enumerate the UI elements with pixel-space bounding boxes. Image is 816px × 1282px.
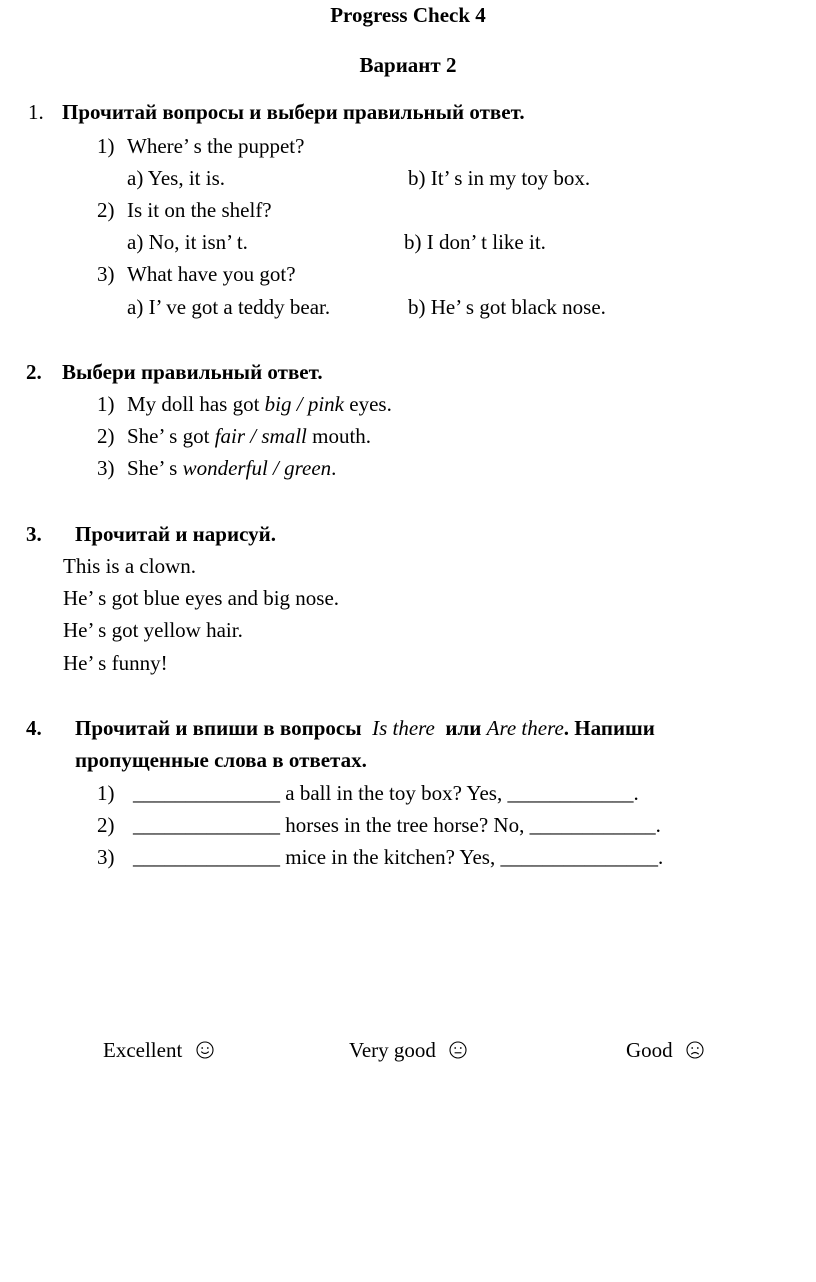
task4-item1-sentence: ______________ a ball in the toy box? Yes, ____________. [133, 781, 639, 805]
task2-item1-options: big / pink [264, 392, 344, 416]
task2-item1-number: 1) [97, 392, 115, 416]
task1-item2-number: 2) [97, 198, 115, 222]
task3-line2: He’ s got blue eyes and big nose. [63, 586, 340, 610]
page-title: Progress Check 4 [330, 3, 486, 27]
frowning-face-icon [686, 1041, 704, 1059]
task1-item1-question: Where’ s the puppet? [127, 134, 305, 158]
rating-very-good [349, 1040, 467, 1061]
task1-item1-number: 1) [97, 134, 115, 158]
task1-item1-answer-a: a) Yes, it is. [127, 166, 226, 190]
task4-item2-sentence: ______________ horses in the tree horse? No, ____________. [133, 813, 661, 837]
task4-number: 4. [26, 716, 42, 740]
task4-heading-line1: Прочитай и впиши в вопросы Is there или Are there. Напиши [75, 716, 655, 740]
task1-item3-answer-a: a) I’ ve got a teddy bear. [127, 295, 331, 319]
answer-blank: ______________ [133, 845, 280, 869]
answer-blank: _______________ [500, 845, 658, 869]
task2-item1-sentence: My doll has got big / pink eyes. [127, 392, 392, 416]
answer-blank: ____________ [529, 813, 656, 837]
task1-item3-number: 3) [97, 262, 115, 286]
rating-good-label: Good [626, 1038, 673, 1062]
task2-number: 2. [26, 360, 42, 384]
task1-number: 1. [28, 100, 44, 124]
task2-item3-options: wonderful / green [182, 456, 332, 480]
task3-line1: This is a clown. [63, 554, 196, 578]
task3-line4: He’ s funny! [63, 651, 168, 675]
task2-item3-sentence: She’ s wonderful / green. [127, 456, 337, 480]
answer-blank: ______________ [133, 781, 280, 805]
task4-item2-number: 2) [97, 813, 115, 837]
rating-very-good-label: Very good [349, 1038, 436, 1062]
task2-item3-number: 3) [97, 456, 115, 480]
task4-item1-number: 1) [97, 781, 115, 805]
task3-number: 3. [26, 522, 42, 546]
task4-item3-number: 3) [97, 845, 115, 869]
task1-heading: Прочитай вопросы и выбери правильный ответ. [62, 100, 525, 124]
task1-item3-question: What have you got? [127, 262, 296, 286]
task1-item3-answer-b: b) He’ s got black nose. [408, 295, 606, 319]
task3-line3: He’ s got yellow hair. [63, 618, 243, 642]
task4-item3-sentence: ______________ mice in the kitchen? Yes, _______________. [133, 845, 664, 869]
neutral-face-icon [449, 1041, 467, 1059]
task1-item2-answer-b: b) I don’ t like it. [404, 230, 546, 254]
task4-phrase-are-there: Are there [486, 716, 564, 740]
task1-item2-question: Is it on the shelf? [127, 198, 272, 222]
answer-blank: ____________ [507, 781, 634, 805]
rating-excellent [103, 1040, 214, 1061]
rating-excellent-label: Excellent [103, 1038, 183, 1062]
task4-phrase-is-there: Is there [372, 716, 435, 740]
task2-heading: Выбери правильный ответ. [62, 360, 323, 384]
smiling-face-icon [196, 1041, 214, 1059]
task3-heading: Прочитай и нарисуй. [75, 522, 276, 546]
rating-good [626, 1040, 704, 1061]
task2-item2-options: fair / small [214, 424, 307, 448]
variant-label: Вариант 2 [359, 53, 457, 77]
task2-item2-number: 2) [97, 424, 115, 448]
answer-blank: ______________ [133, 813, 280, 837]
task2-item2-sentence: She’ s got fair / small mouth. [127, 424, 372, 448]
task1-item1-answer-b: b) It’ s in my toy box. [408, 166, 591, 190]
task4-heading-line2: пропущенные слова в ответах. [75, 748, 367, 772]
task1-item2-answer-a: a) No, it isn’ t. [127, 230, 248, 254]
